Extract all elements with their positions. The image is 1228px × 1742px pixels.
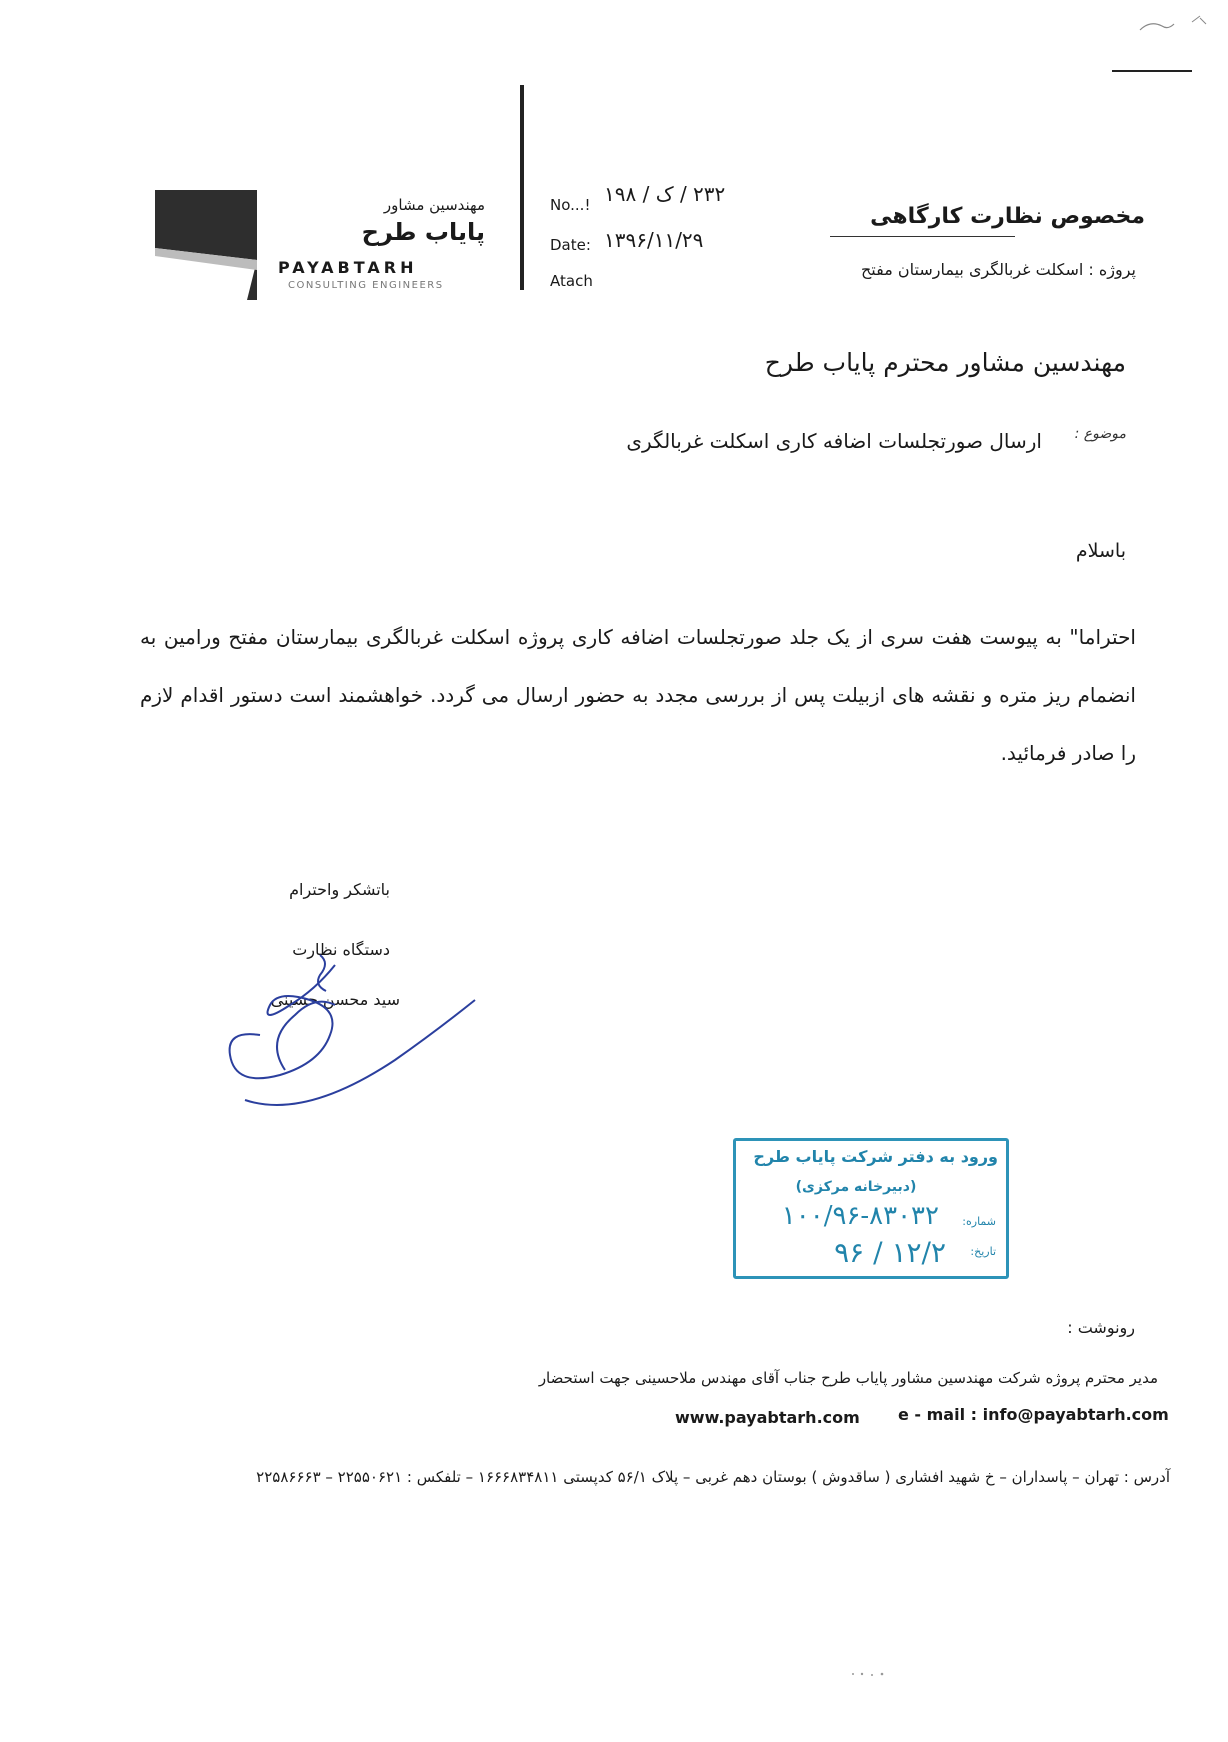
- handwritten-signature: [225, 950, 485, 1110]
- logo-subtitle-fa: مهندسین مشاور: [383, 196, 485, 214]
- logo-name-en: PAYABTARH: [278, 258, 418, 277]
- letter-number-value: ۲۳۲ / ک / ۱۹۸: [604, 182, 726, 206]
- cc-label: رونوشت :: [1067, 1318, 1135, 1337]
- header-divider: [520, 85, 524, 290]
- company-logo-mark: [155, 190, 257, 300]
- scan-specks: [1130, 8, 1220, 48]
- company-address: آدرس : تهران – پاسداران – خ شهید افشاری ( ساقدوش ) بوستان دهم غربی – پلاک ۵۶/۱ کدپستی ۱۶۶۶۸۳۴۸۱۱ – تلفکس : ۲۲۵۵۰۶۲۱ – ۲۲۵۸۶۶۶۳: [256, 1468, 1170, 1486]
- signatory-office: دستگاه نظارت: [292, 940, 390, 959]
- subject-text: ارسال صورتجلسات اضافه کاری اسکلت غربالگری: [626, 429, 1042, 453]
- addressee: مهندسین مشاور محترم پایاب طرح: [764, 348, 1126, 377]
- letter-number-label: No...!: [550, 196, 591, 214]
- stamp-number-label: شماره:: [962, 1215, 996, 1228]
- website-link[interactable]: www.payabtarh.com: [675, 1408, 860, 1427]
- office-title-underline: [830, 236, 1015, 237]
- subject-label: موضوع :: [1074, 426, 1126, 442]
- project-name: پروژه : اسکلت غربالگری بیمارستان مفتح: [860, 260, 1136, 279]
- signatory-name: سید محسن حسینی: [270, 990, 400, 1009]
- cc-text: مدیر محترم پروژه شرکت مهندسین مشاور پایاب طرح جناب آقای مهندس ملاحسینی جهت استحضار: [538, 1369, 1158, 1387]
- office-title: مخصوص نظارت کارگاهی: [870, 204, 1145, 229]
- stamp-line-2: (دبیرخانه مرکزی): [795, 1179, 917, 1195]
- corner-mark: [1112, 70, 1192, 72]
- stamp-date-value: ۹۶ / ۱۲/۲: [834, 1236, 946, 1269]
- letter-body: احتراما" به پیوست هفت سری از یک جلد صورتجلسات اضافه کاری پروژه اسکلت غربالگری بیمارستان مفتح ورامین به انضمام ریز متره و نقشه های ازبیلت پس از بررسی مجدد به حضور ارسال می گردد. خواهشمند است دستور اقدام لازم را صادر فرمائید.: [140, 625, 1136, 765]
- stamp-date-label: تاریخ:: [970, 1245, 996, 1258]
- registry-stamp: [733, 1138, 1009, 1279]
- stamp-number-value: ۱۰۰/۹۶-۸۳۰۳۲: [781, 1201, 939, 1231]
- scan-dots: [848, 1670, 898, 1678]
- logo-name-fa: پایاب طرح: [361, 218, 485, 246]
- letter-date-value: ۱۳۹۶/۱۱/۲۹: [604, 228, 704, 252]
- email-link[interactable]: e - mail : info@payabtarh.com: [898, 1405, 1169, 1424]
- greeting: باسلام: [1075, 540, 1126, 562]
- attachment-label: Atach: [550, 272, 593, 290]
- logo-subtitle-en: CONSULTING ENGINEERS: [288, 280, 444, 291]
- stamp-line-1: ورود به دفتر شرکت پایاب طرح: [753, 1147, 998, 1166]
- letter-date-label: Date:: [550, 236, 591, 254]
- closing-phrase: باتشکر واحترام: [289, 880, 390, 899]
